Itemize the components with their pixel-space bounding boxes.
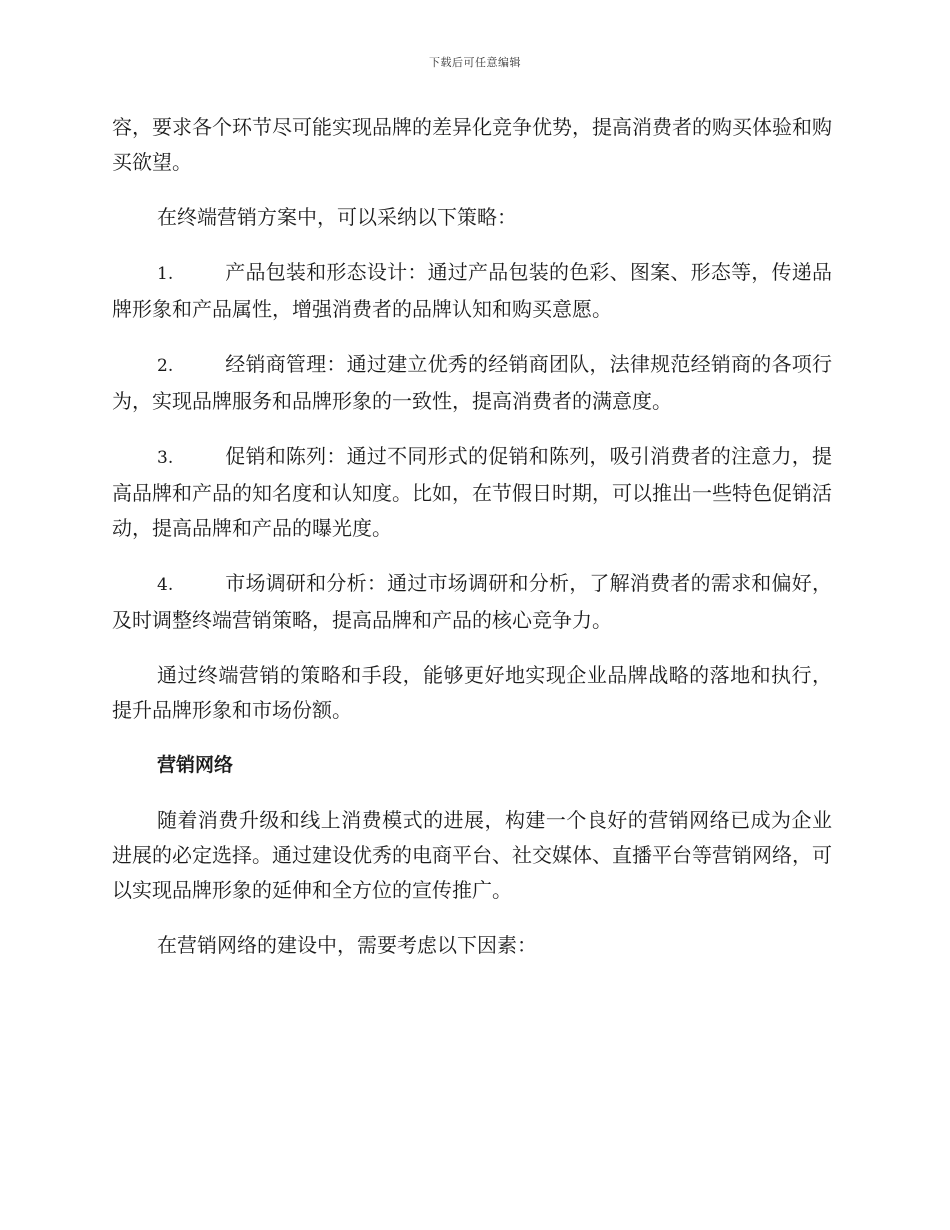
list-item-2 (112, 347, 832, 419)
list-number: 4. (157, 575, 174, 595)
paragraph-network-intro: 随着消费升级和线上消费模式的进展，构建一个良好的营销网络已成为企业进展的必定选择。通过建设优秀的电商平台、社交媒体、直播平台等营销网络，可以实现品牌形象的延伸和全方位的宣传推广。 (112, 808, 832, 902)
list-item-4 (112, 566, 832, 638)
list-text: 经销商管理：通过建立优秀的经销商团队，法律规范经销商的各项行为，实现品牌服务和品牌形象的一致性，提高消费者的满意度。 (112, 352, 832, 413)
paragraph-network-factors: 在营销网络的建设中，需要考虑以下因素： (157, 933, 537, 957)
list-text: 市场调研和分析：通过市场调研和分析，了解消费者的需求和偏好，及时调整终端营销策略，提高品牌和产品的核心竞争力。 (112, 571, 832, 632)
section-heading: 营销网络 (157, 754, 234, 776)
paragraph-strategy-intro: 在终端营销方案中，可以采纳以下策略： (157, 205, 517, 229)
paragraph-continuation: 容，要求各个环节尽可能实现品牌的差异化竞争优势，提高消费者的购买体验和购买欲望。 (112, 115, 832, 174)
document-body (112, 110, 832, 983)
list-item-1 (112, 255, 832, 327)
list-item-3 (112, 439, 832, 546)
list-number: 1. (157, 264, 174, 284)
list-text: 促销和陈列：通过不同形式的促销和陈列，吸引消费者的注意力，提高品牌和产品的知名度和认知度。比如，在节假日时期，可以推出一些特色促销活动，提高品牌和产品的曝光度。 (112, 444, 832, 540)
page-header: 下载后可任意编辑 (429, 56, 521, 69)
list-number: 2. (157, 356, 174, 376)
paragraph-summary: 通过终端营销的策略和手段，能够更好地实现企业品牌战略的落地和执行，提升品牌形象和市场份额。 (112, 663, 832, 722)
list-number: 3. (157, 448, 174, 468)
list-text: 产品包装和形态设计：通过产品包装的色彩、图案、形态等，传递品牌形象和产品属性，增强消费者的品牌认知和购买意愿。 (112, 260, 832, 321)
